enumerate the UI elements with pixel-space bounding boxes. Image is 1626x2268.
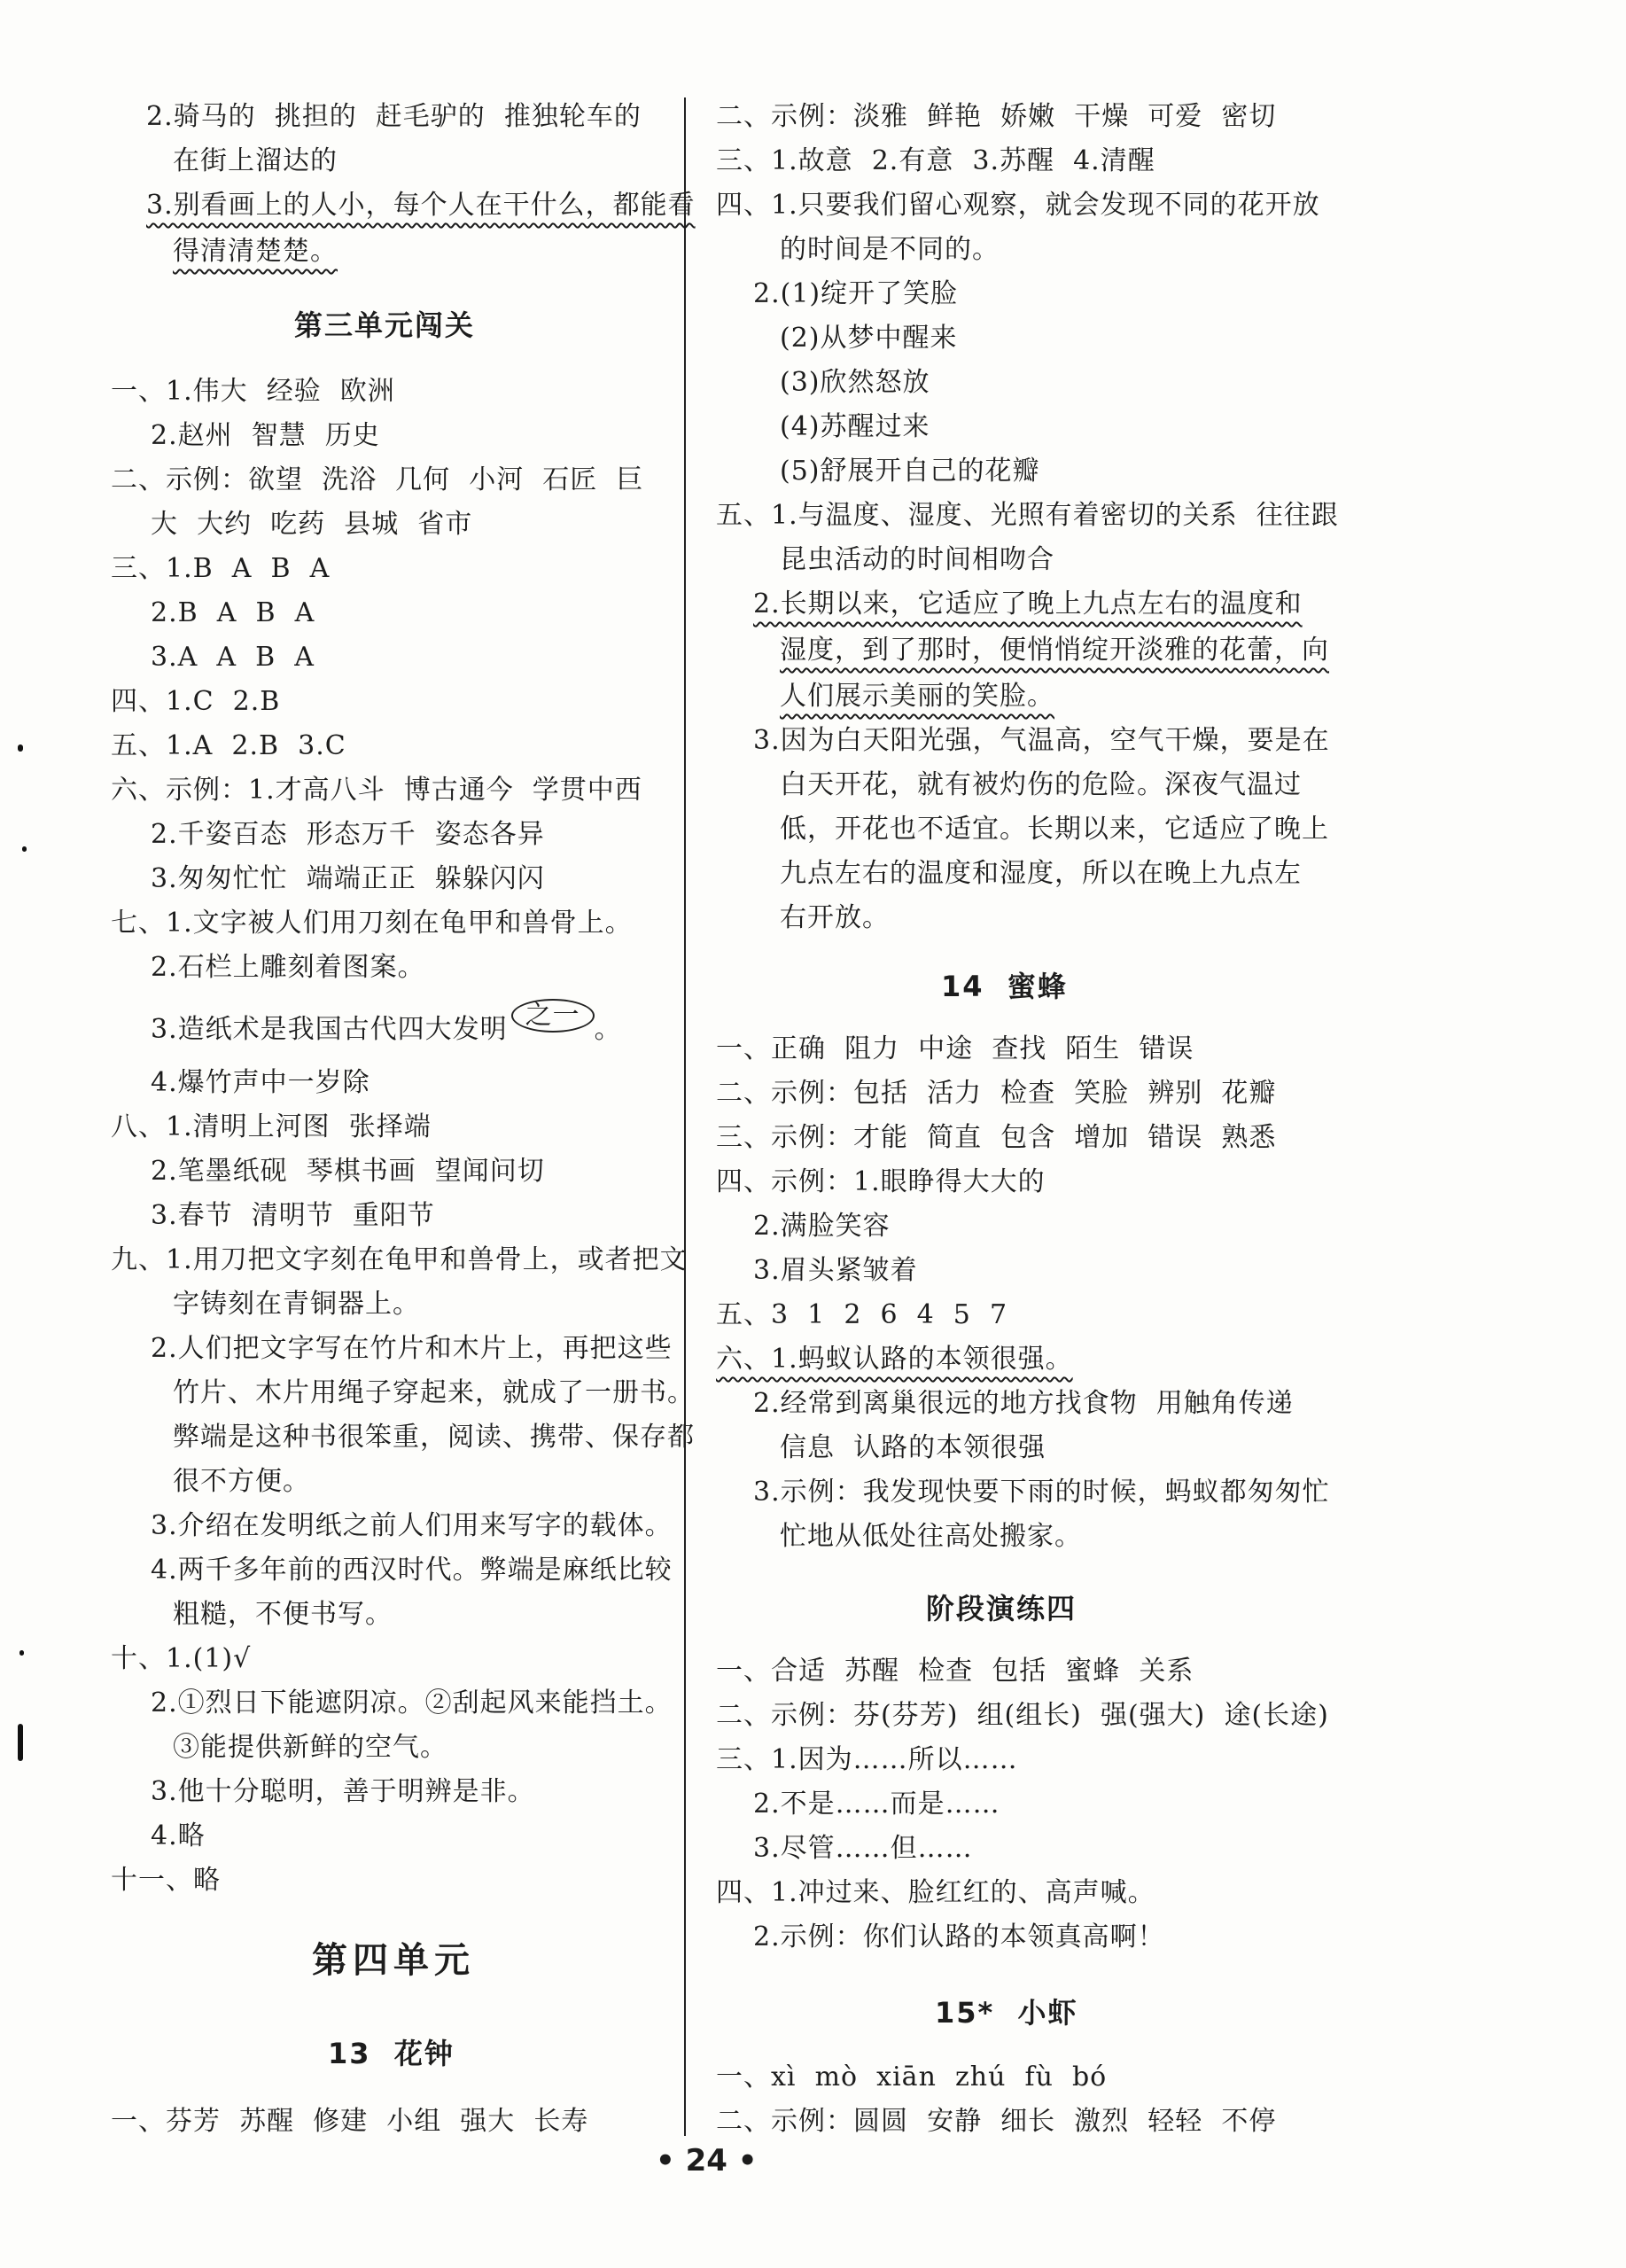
- answer-line: 人们展示美丽的笑脸。: [780, 681, 1054, 712]
- answer-line: 五、1.A 2.B 3.C: [111, 730, 346, 761]
- answer-line: 4.两千多年前的西汉时代。弊端是麻纸比较: [151, 1555, 673, 1586]
- answer-line: 大 大约 吃药 县城 省市: [151, 509, 473, 540]
- correction-bubble: 之一: [511, 999, 595, 1033]
- answer-line: 2.示例：你们认路的本领真高啊！: [753, 1921, 1165, 1952]
- answer-line: 2.人们把文字写在竹片和木片上，再把这些: [151, 1333, 673, 1364]
- answer-line: 八、1.清明上河图 张择端: [111, 1111, 432, 1142]
- answer-line: 竹片、木片用绳子穿起来，就成了一册书。: [173, 1377, 695, 1408]
- answer-line: 二、示例：欲望 洗浴 几何 小河 石匠 巨: [111, 464, 644, 495]
- answer-text: 3.造纸术是我国古代四大发明: [151, 1014, 508, 1045]
- section-title-lesson13: 13 花钟: [328, 2037, 455, 2070]
- answer-line: 信息 认路的本领很强: [780, 1432, 1046, 1463]
- answer-line: 十一、略: [111, 1865, 221, 1896]
- answer-line: 二、示例：圆圆 安静 细长 激烈 轻轻 不停: [716, 2106, 1277, 2137]
- answer-line: 白天开花，就有被灼伤的危险。深夜气温过: [780, 769, 1302, 800]
- answer-line: 2.①烈日下能遮阴凉。②刮起风来能挡土。: [151, 1687, 673, 1719]
- answer-line: 3.他十分聪明，善于明辨是非。: [151, 1776, 535, 1807]
- answer-line: 七、1.文字被人们用刀刻在龟甲和兽骨上。: [111, 908, 633, 939]
- answer-line: [716, 1340, 1073, 1379]
- answer-line: 一、芬芳 苏醒 修建 小组 强大 长寿: [111, 2106, 589, 2137]
- answer-line: 2.长期以来，它适应了晚上九点左右的温度和: [753, 588, 1303, 620]
- page-number: • 24 •: [656, 2143, 758, 2178]
- answer-line: 3.眉头紧皱着: [753, 1255, 918, 1286]
- answer-line: 右开放。: [780, 902, 890, 933]
- section-title-unit3: 第三单元闯关: [294, 308, 476, 342]
- answer-line: 2.满脸笑容: [753, 1211, 891, 1242]
- answer-line: 四、1.C 2.B: [111, 686, 281, 717]
- answer-line: 4.略: [151, 1820, 206, 1851]
- answer-line: 3.介绍在发明纸之前人们用来写字的载体。: [151, 1510, 673, 1541]
- answer-line: 3.匆匆忙忙 端端正正 躲躲闪闪: [151, 863, 545, 894]
- answer-line: [151, 1000, 622, 1049]
- answer-line: 三、示例：才能 简直 包含 增加 错误 熟悉: [716, 1122, 1277, 1153]
- answer-line: 忙地从低处往高处搬家。: [780, 1521, 1082, 1552]
- answer-line: 六、示例：1.才高八斗 博古通今 学贯中西: [111, 775, 642, 806]
- answer-line: 一、xì mò xiān zhú fù bó: [716, 2061, 1108, 2093]
- section-title-unit4: 第四单元: [312, 1939, 475, 1981]
- answer-line: 2.经常到离巢很远的地方找食物 用触角传递: [753, 1388, 1294, 1419]
- answer-line: 3.尽管……但……: [753, 1833, 973, 1864]
- answer-line: 低，开花也不适宜。长期以来，它适应了晚上: [780, 814, 1329, 845]
- answer-line: 字铸刻在青铜器上。: [173, 1289, 420, 1320]
- answer-line: 4.爆竹声中一岁除: [151, 1067, 370, 1098]
- answer-line: (4)苏醒过来: [780, 411, 930, 442]
- answer-line: 2.不是……而是……: [753, 1789, 1000, 1820]
- scan-mark: [18, 1724, 23, 1761]
- answer-text: 六、1.蚂蚁认路的本领很强。: [716, 1344, 1073, 1375]
- answer-line: 一、正确 阻力 中途 查找 陌生 错误: [716, 1033, 1194, 1064]
- answer-line: (5)舒展开自己的花瓣: [780, 456, 1040, 487]
- answer-line: ③能提供新鲜的空气。: [173, 1732, 447, 1763]
- answer-line: 一、合适 苏醒 检查 包括 蜜蜂 关系: [716, 1656, 1194, 1687]
- answer-line: 2.(1)绽开了笑脸: [753, 278, 959, 309]
- answer-line: 四、1.冲过来、脸红红的、高声喊。: [716, 1877, 1155, 1908]
- answer-line: 湿度，到了那时，便悄悄绽开淡雅的花蕾，向: [780, 635, 1329, 666]
- answer-line: 昆虫活动的时间相吻合: [780, 544, 1054, 575]
- answer-line: 九、1.用刀把文字刻在龟甲和兽骨上，或者把文: [111, 1244, 688, 1275]
- section-title-lesson15: 15* 小虾: [935, 1996, 1078, 2030]
- answer-line: 2.石栏上雕刻着图案。: [151, 952, 425, 983]
- answer-line: 二、示例：淡雅 鲜艳 娇嫩 干燥 可爱 密切: [716, 101, 1277, 132]
- answer-line: 3.A A B A: [151, 642, 315, 673]
- answer-line: 二、示例：芬(芬芳) 组(组长) 强(强大) 途(长途): [716, 1700, 1329, 1731]
- answer-line: 2.骑马的 挑担的 赶毛驴的 推独轮车的: [146, 101, 642, 132]
- answer-text: 。: [594, 1014, 622, 1045]
- answer-line: 的时间是不同的。: [780, 234, 1000, 265]
- answer-line: 弊端是这种书很笨重，阅读、携带、保存都: [173, 1422, 695, 1453]
- answer-line: 九点左右的温度和湿度，所以在晚上九点左: [780, 858, 1302, 889]
- answer-line: 一、1.伟大 经验 欧洲: [111, 376, 395, 407]
- answer-line: 在街上溜达的: [173, 145, 338, 176]
- answer-line: (2)从梦中醒来: [780, 323, 958, 354]
- answer-line: 二、示例：包括 活力 检查 笑脸 辨别 花瓣: [716, 1078, 1277, 1109]
- answer-line: 五、1.与温度、湿度、光照有着密切的关系 往往跟: [716, 500, 1339, 531]
- answer-line: 十、1.(1)√: [111, 1643, 252, 1674]
- answer-line: 2.B A B A: [151, 597, 315, 628]
- answer-line: 2.赵州 智慧 历史: [151, 420, 380, 451]
- answer-line: (3)欣然怒放: [780, 367, 930, 398]
- answer-line: 得清清楚楚。: [173, 236, 338, 267]
- answer-line: 3.别看画上的人小，每个人在干什么，都能看: [146, 190, 696, 221]
- answer-line: 3.春节 清明节 重阳节: [151, 1200, 435, 1231]
- section-title-stage4: 阶段演练四: [926, 1592, 1078, 1625]
- column-divider: [684, 97, 686, 2136]
- answer-line: 三、1.B A B A: [111, 553, 331, 584]
- answer-line: 2.笔墨纸砚 琴棋书画 望闻问切: [151, 1156, 545, 1187]
- section-title-lesson14: 14 蜜蜂: [941, 970, 1068, 1003]
- answer-line: 四、1.只要我们留心观察，就会发现不同的花开放: [716, 190, 1320, 221]
- answer-line: 3.示例：我发现快要下雨的时候，蚂蚁都匆匆忙: [753, 1477, 1330, 1508]
- scan-mark: [19, 1650, 24, 1656]
- scan-mark: [22, 846, 27, 852]
- answer-line: 2.千姿百态 形态万千 姿态各异: [151, 819, 545, 850]
- answer-line: 三、1.因为……所以……: [716, 1744, 1018, 1775]
- answer-line: 粗糙，不便书写。: [173, 1599, 393, 1630]
- answer-line: 三、1.故意 2.有意 3.苏醒 4.清醒: [716, 145, 1155, 176]
- scan-mark: [18, 744, 23, 752]
- answer-line: 很不方便。: [173, 1466, 310, 1497]
- answer-line: 四、示例：1.眼睁得大大的: [716, 1166, 1046, 1197]
- answer-line: 五、3 1 2 6 4 5 7: [716, 1299, 1008, 1330]
- answer-line: 3.因为白天阳光强，气温高，空气干燥，要是在: [753, 725, 1330, 756]
